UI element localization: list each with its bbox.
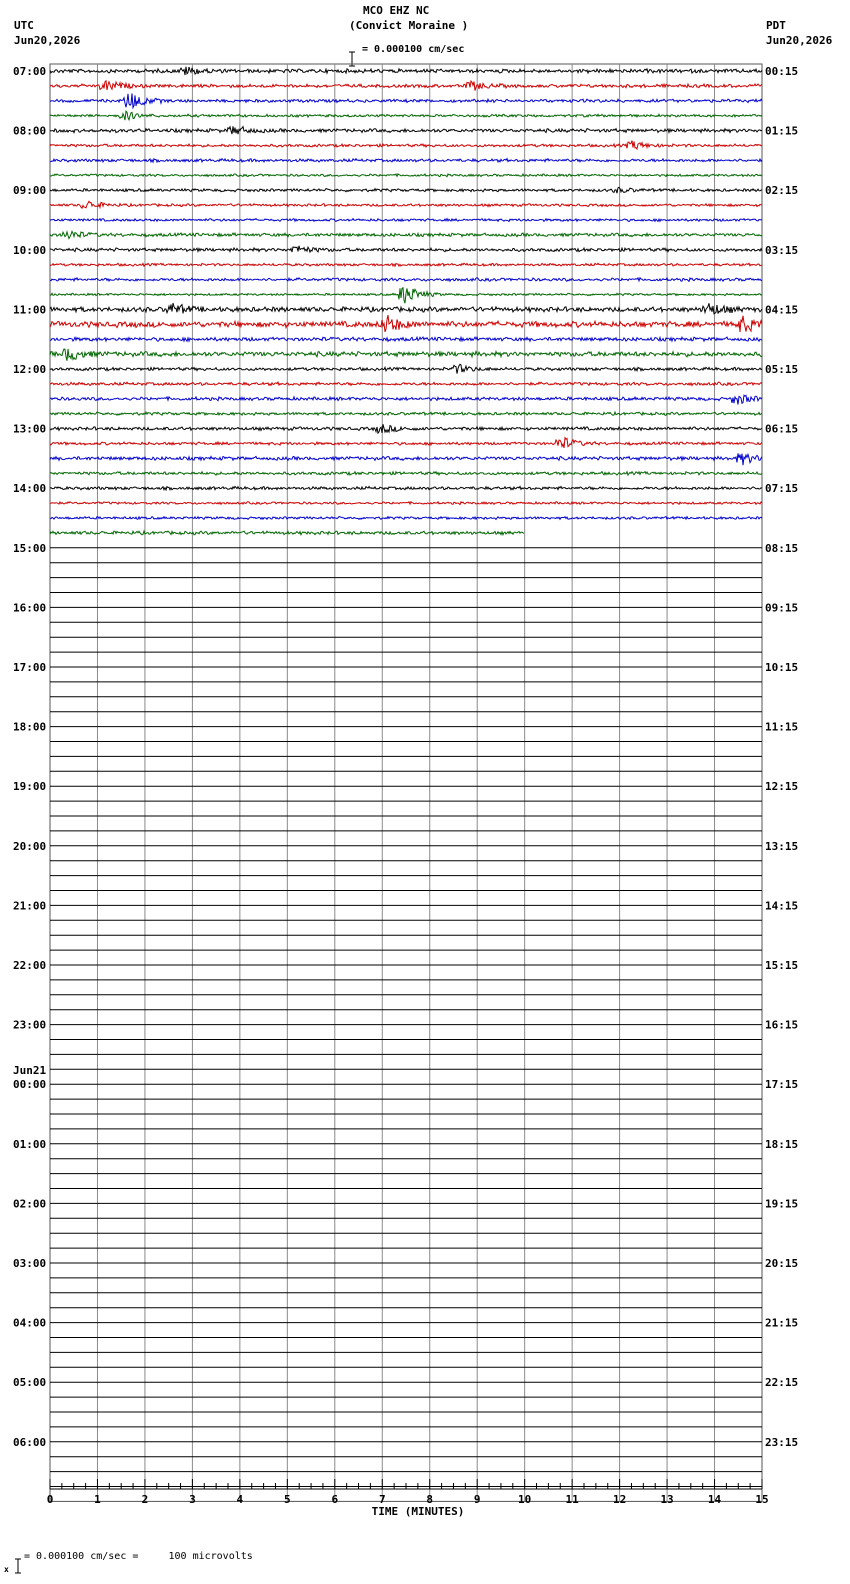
- utc-hour-label: 19:00: [13, 780, 47, 794]
- seismic-trace: [50, 288, 762, 304]
- seismic-trace: [50, 126, 762, 134]
- utc-hour-label: 22:00: [13, 959, 47, 972]
- seismic-trace: [50, 349, 762, 361]
- utc-hour-label: 10:00: [13, 243, 47, 257]
- utc-hour-label: 14:00: [13, 482, 47, 496]
- station-title: MCO EHZ NC: [363, 4, 430, 17]
- right-timezone: PDT: [766, 19, 786, 32]
- seismic-trace: [50, 246, 762, 252]
- seismic-trace: [50, 303, 762, 314]
- seismic-trace: [50, 278, 762, 282]
- utc-hour-label: 04:00: [13, 1316, 47, 1330]
- x-tick-label: 3: [189, 1493, 196, 1506]
- seismic-trace: [50, 412, 762, 415]
- pdt-hour-label: 18:15: [765, 1137, 799, 1151]
- utc-hour-label: 03:00: [13, 1257, 47, 1270]
- utc-hour-label: 23:00: [13, 1018, 47, 1032]
- seismic-trace: [50, 453, 762, 465]
- utc-hour-label: 01:00: [13, 1137, 47, 1151]
- right-date: Jun20,2026: [766, 34, 833, 47]
- seismic-trace: [50, 93, 762, 107]
- seismic-trace: [50, 315, 762, 332]
- utc-hour-label: 00:00: [13, 1078, 47, 1092]
- pdt-hour-label: 10:15: [765, 661, 799, 674]
- seismic-trace: [50, 337, 762, 341]
- utc-hour-label: 17:00: [13, 661, 47, 674]
- seismic-trace: [50, 159, 762, 163]
- utc-hour-label: 21:00: [13, 899, 47, 913]
- x-tick-label: 4: [236, 1493, 244, 1506]
- pdt-hour-label: 07:15: [765, 482, 799, 496]
- seismic-trace: [50, 486, 762, 490]
- seismic-trace: [50, 231, 762, 238]
- utc-hour-label: 02:00: [13, 1197, 47, 1211]
- pdt-hour-label: 08:15: [765, 541, 799, 555]
- seismic-trace: [50, 472, 762, 476]
- seismic-trace: [50, 141, 762, 149]
- station-location: (Convict Moraine ): [349, 19, 469, 32]
- x-tick-label: 8: [426, 1493, 434, 1506]
- pdt-hour-label: 03:15: [765, 243, 799, 257]
- utc-hour-label: 13:00: [13, 422, 47, 436]
- left-timezone: UTC: [14, 19, 34, 32]
- utc-hour-label: 15:00: [13, 541, 47, 555]
- x-tick-label: 1: [94, 1493, 101, 1506]
- x-axis: [47, 1479, 769, 1518]
- utc-hour-label: 18:00: [13, 720, 47, 734]
- utc-hour-label: 07:00: [13, 65, 47, 78]
- seismic-trace: [50, 201, 762, 208]
- x-tick-label: 11: [565, 1493, 579, 1506]
- x-tick-label: 9: [473, 1493, 481, 1506]
- pdt-hour-label: 12:15: [765, 780, 799, 794]
- seismic-trace: [50, 174, 762, 177]
- pdt-hour-label: 05:15: [765, 363, 799, 376]
- x-tick-label: 15: [755, 1493, 769, 1506]
- pdt-hour-label: 23:15: [765, 1435, 799, 1449]
- scale-label: = 0.000100 cm/sec: [362, 44, 465, 55]
- footer-scale-note: = 0.000100 cm/sec = 100 microvolts: [24, 1551, 253, 1562]
- utc-hour-label: 08:00: [13, 124, 47, 138]
- pdt-hour-label: 22:15: [765, 1376, 799, 1390]
- pdt-hour-label: 21:15: [765, 1316, 799, 1330]
- pdt-hour-label: 13:15: [765, 839, 799, 853]
- seismic-trace: [50, 81, 762, 91]
- seismic-trace: [50, 395, 762, 404]
- x-axis-label: TIME (MINUTES): [371, 1505, 465, 1518]
- date-change-label: Jun21: [13, 1064, 47, 1078]
- seismic-trace: [50, 111, 762, 120]
- pdt-hour-label: 06:15: [765, 422, 799, 436]
- x-tick-label: 6: [331, 1493, 339, 1506]
- seismic-trace: [50, 187, 762, 193]
- x-tick-label: 10: [518, 1493, 532, 1506]
- svg-text:x: x: [4, 1565, 9, 1574]
- seismic-trace: [50, 382, 762, 385]
- x-tick-label: 12: [612, 1493, 627, 1506]
- seismic-trace: [50, 219, 762, 222]
- x-tick-label: 7: [378, 1493, 386, 1506]
- seismic-trace: [50, 438, 762, 448]
- pdt-hour-label: 11:15: [765, 720, 799, 734]
- x-tick-label: 0: [46, 1493, 54, 1506]
- pdt-hour-label: 09:15: [765, 601, 799, 615]
- seismic-trace: [50, 424, 762, 433]
- pdt-hour-label: 17:15: [765, 1078, 799, 1092]
- utc-hour-label: 16:00: [13, 601, 47, 615]
- seismic-traces: [50, 67, 762, 1487]
- pdt-hour-label: 20:15: [765, 1257, 799, 1270]
- utc-hour-label: 05:00: [13, 1376, 47, 1390]
- pdt-hour-label: 15:15: [765, 959, 799, 972]
- pdt-hour-label: 14:15: [765, 899, 799, 913]
- left-date: Jun20,2026: [14, 34, 81, 47]
- pdt-hour-label: 16:15: [765, 1018, 799, 1032]
- utc-hour-label: 20:00: [13, 839, 47, 853]
- seismic-trace: [50, 263, 762, 266]
- x-tick-label: 13: [660, 1493, 674, 1506]
- x-tick-label: 5: [284, 1493, 291, 1506]
- pdt-hour-label: 01:15: [765, 124, 799, 138]
- footer-scale-icon: [4, 1544, 22, 1582]
- seismic-trace: [50, 67, 762, 75]
- utc-hour-label: 06:00: [13, 1435, 47, 1449]
- x-tick-label: 14: [707, 1493, 722, 1506]
- pdt-hour-label: 02:15: [765, 184, 799, 198]
- utc-hour-label: 12:00: [13, 363, 47, 376]
- pdt-hour-label: 19:15: [765, 1197, 799, 1211]
- pdt-hour-label: 00:15: [765, 65, 799, 78]
- x-tick-label: 2: [141, 1493, 149, 1506]
- utc-hour-label: 11:00: [13, 303, 47, 317]
- pdt-hour-label: 04:15: [765, 303, 799, 317]
- seismic-trace: [50, 364, 762, 373]
- seismic-trace: [50, 502, 762, 505]
- seismic-trace: [50, 517, 762, 520]
- utc-hour-label: 09:00: [13, 184, 47, 198]
